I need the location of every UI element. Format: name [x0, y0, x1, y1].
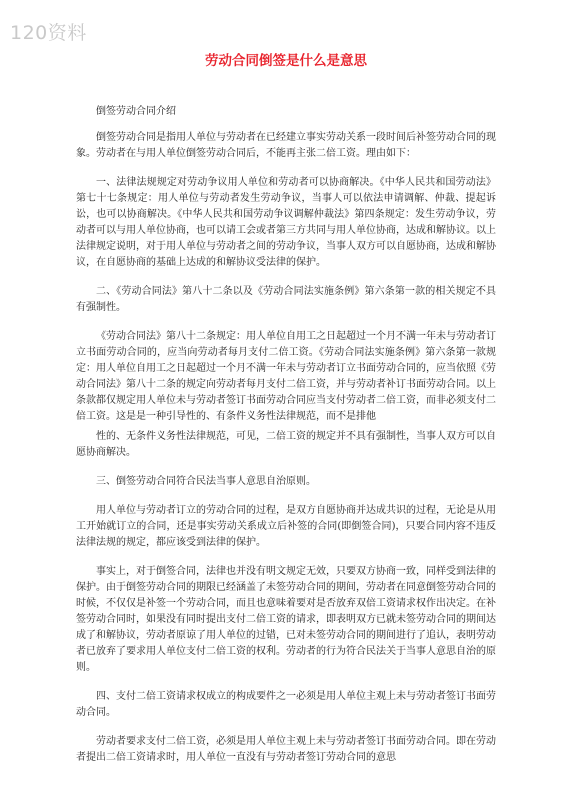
section-heading-intro: 倒签劳动合同介绍 — [96, 106, 176, 117]
paragraph-point-2: 二、《劳动合同法》第八十二条以及《劳动合同法实施条例》第六条第一款的相关规定不具有强制性。 — [76, 286, 496, 313]
paragraph-point-1: 一、法律法规规定对劳动争议用人单位和劳动者可以协商解决。《中华人民共和国劳动法》第七十七条规定：用人单位与劳动者发生劳动争议，当事人可以依法申请调解、仲裁、提起诉讼，也可以协商解决。《中华人民共和国劳动争议调解仲裁法》第四条规定：发生劳动争议，劳动者可以与用人单位协商，也可以请工会或者第三方共同与用人单位协商，达成和解协议。以上法律规定说明，对于用人单位与劳动者之间的劳动争议，当事人双方可以自愿协商，达成和解协议，在自愿协商的基础上达成的和解协议受法律的保护。 — [76, 177, 496, 268]
document-body — [76, 52, 496, 779]
paragraph-point-3-explanation: 事实上，对于倒签合同，法律也并没有明文规定无效，只要双方协商一致，同样受到法律的保护。由于倒签劳动合同的期限已经涵盖了未签劳动合同的期间，劳动者在同意倒签劳动合同的时候，不仅仅是补签一个劳动合同，而且也意味着要对是否放弃双倍工资请求权作出决定。在补签劳动合同时，如果没有同时提出支付二倍工资的请求，即表明双方已就未签劳动合同的期间达成了和解协议，劳动者原谅了用人单位的过错，已对未签劳动合同的期间进行了追认，表明劳动者已放弃了要求用人单位支付二倍工资的权利。劳动者的行为符合民法关于当事人意思自治的原则。 — [76, 566, 496, 673]
paragraph-point-4-detail: 劳动者要求支付二倍工资，必须是用人单位主观上未与劳动者签订书面劳动合同。即在劳动者提出二倍工资请求时，用人单位一直没有与劳动者签订劳动合同的意思 — [76, 736, 496, 763]
document-title: 劳动合同倒签是什么是意思 — [205, 53, 367, 69]
paragraph-definition: 倒签劳动合同是指用人单位与劳动者在已经建立事实劳动关系一段时间后补签劳动合同的现象。劳动者在与用人单位倒签劳动合同后，不能再主张二倍工资。理由如下： — [76, 132, 496, 159]
paragraph-point-3-detail: 用人单位与劳动者订立的劳动合同的过程，是双方自愿协商并达成共识的过程，无论是从用工开始就订立的合同，还是事实劳动关系成立后补签的合同(即倒签合同)，只要合同内容不违反法律法规的规定，都应该受到法律的保护。 — [76, 505, 496, 548]
paragraph-point-2-continued: 性的、无条件义务性法律规范，可见，二倍工资的规定并不具有强制性，当事人双方可以自愿协商解决。 — [76, 431, 496, 458]
watermark-logo: 120资料 — [10, 22, 87, 44]
paragraph-point-3: 三、倒签劳动合同符合民法当事人意思自治原则。 — [96, 476, 316, 487]
paragraph-point-2-detail: 《劳动合同法》第八十二条规定：用人单位自用工之日起超过一个月不满一年未与劳动者订立书面劳动合同的，应当向劳动者每月支付二倍工资。《劳动合同法实施条例》第六条第一款规定：用人单位自用工之日起超过一个月不满一年未与劳动者订立书面劳动合同的，应当依照《劳动合同法》第八十二条的规定向劳动者每月支付二倍工资，并与劳动者补订书面劳动合同。以上条款都仅规定用人单位未与劳动者签订书面劳动合同应当支付劳动者二倍工资，而非必须支付二倍工资。这是是一种引导性的、有条件义务性法律规范，而不是排他 — [76, 331, 496, 422]
paragraph-point-4: 四、支付二倍工资请求权成立的构成要件之一必须是用人单位主观上未与劳动者签订书面劳动合同。 — [76, 691, 496, 718]
